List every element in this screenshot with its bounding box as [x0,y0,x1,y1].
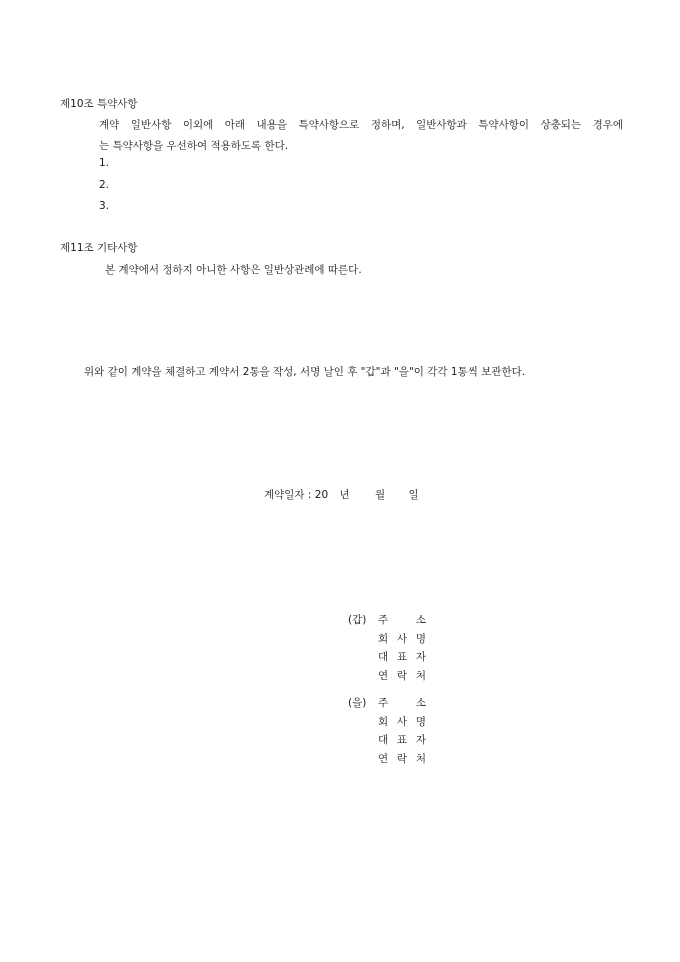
party-b-address-row [348,694,426,713]
article-10-body-line-2: 는 특약사항을 우선하여 적용하도록 한다. [99,140,289,152]
party-b-label: (을) [348,697,367,709]
article-10-item-2: 2. [99,179,110,191]
party-b-block [348,694,426,768]
article-11-title: 제11조 기타사항 [60,242,138,254]
party-a-contact-row [348,667,426,686]
party-a-contact-field: 연 락 처 [378,669,426,682]
contract-date-day: 일 [408,489,419,501]
article-10-title: 제10조 특약사항 [60,98,138,110]
contract-date-month: 월 [375,489,386,501]
contract-date [264,487,419,502]
article-10-item-1: 1. [99,157,110,169]
article-10-item-3: 3. [99,200,110,212]
party-a-company-row [348,630,426,649]
party-b-address-field: 주 소 [378,697,426,709]
party-a-address-field: 주 소 [378,614,426,626]
party-a-block [348,611,426,685]
party-b-company-row [348,713,426,732]
article-10-body-line-1: 계약 일반사항 이외에 아래 내용을 특약사항으로 정하며, 일반사항과 특약사항이 상충되는 경우에 [99,119,623,131]
party-a-representative-row [348,648,426,667]
party-a-label: (갑) [348,614,367,626]
closing-statement: 위와 같이 계약을 체결하고 계약서 2통을 작성, 서명 날인 후 "갑"과 "을"이 각각 1통씩 보관한다. [84,366,526,378]
article-11-body: 본 계약에서 정하지 아니한 사항은 일반상관례에 따른다. [105,264,362,276]
party-a-address-row [348,611,426,630]
contract-date-label: 계약일자 : 20 [264,489,329,501]
party-b-contact-field: 연 락 처 [378,752,426,765]
party-b-representative-row [348,731,426,750]
party-b-company-field: 회 사 명 [378,715,426,728]
party-b-contact-row [348,750,426,769]
contract-date-year: 년 [339,489,350,501]
party-b-representative-field: 대 표 자 [378,734,426,746]
party-a-representative-field: 대 표 자 [378,651,426,663]
party-a-company-field: 회 사 명 [378,632,426,645]
